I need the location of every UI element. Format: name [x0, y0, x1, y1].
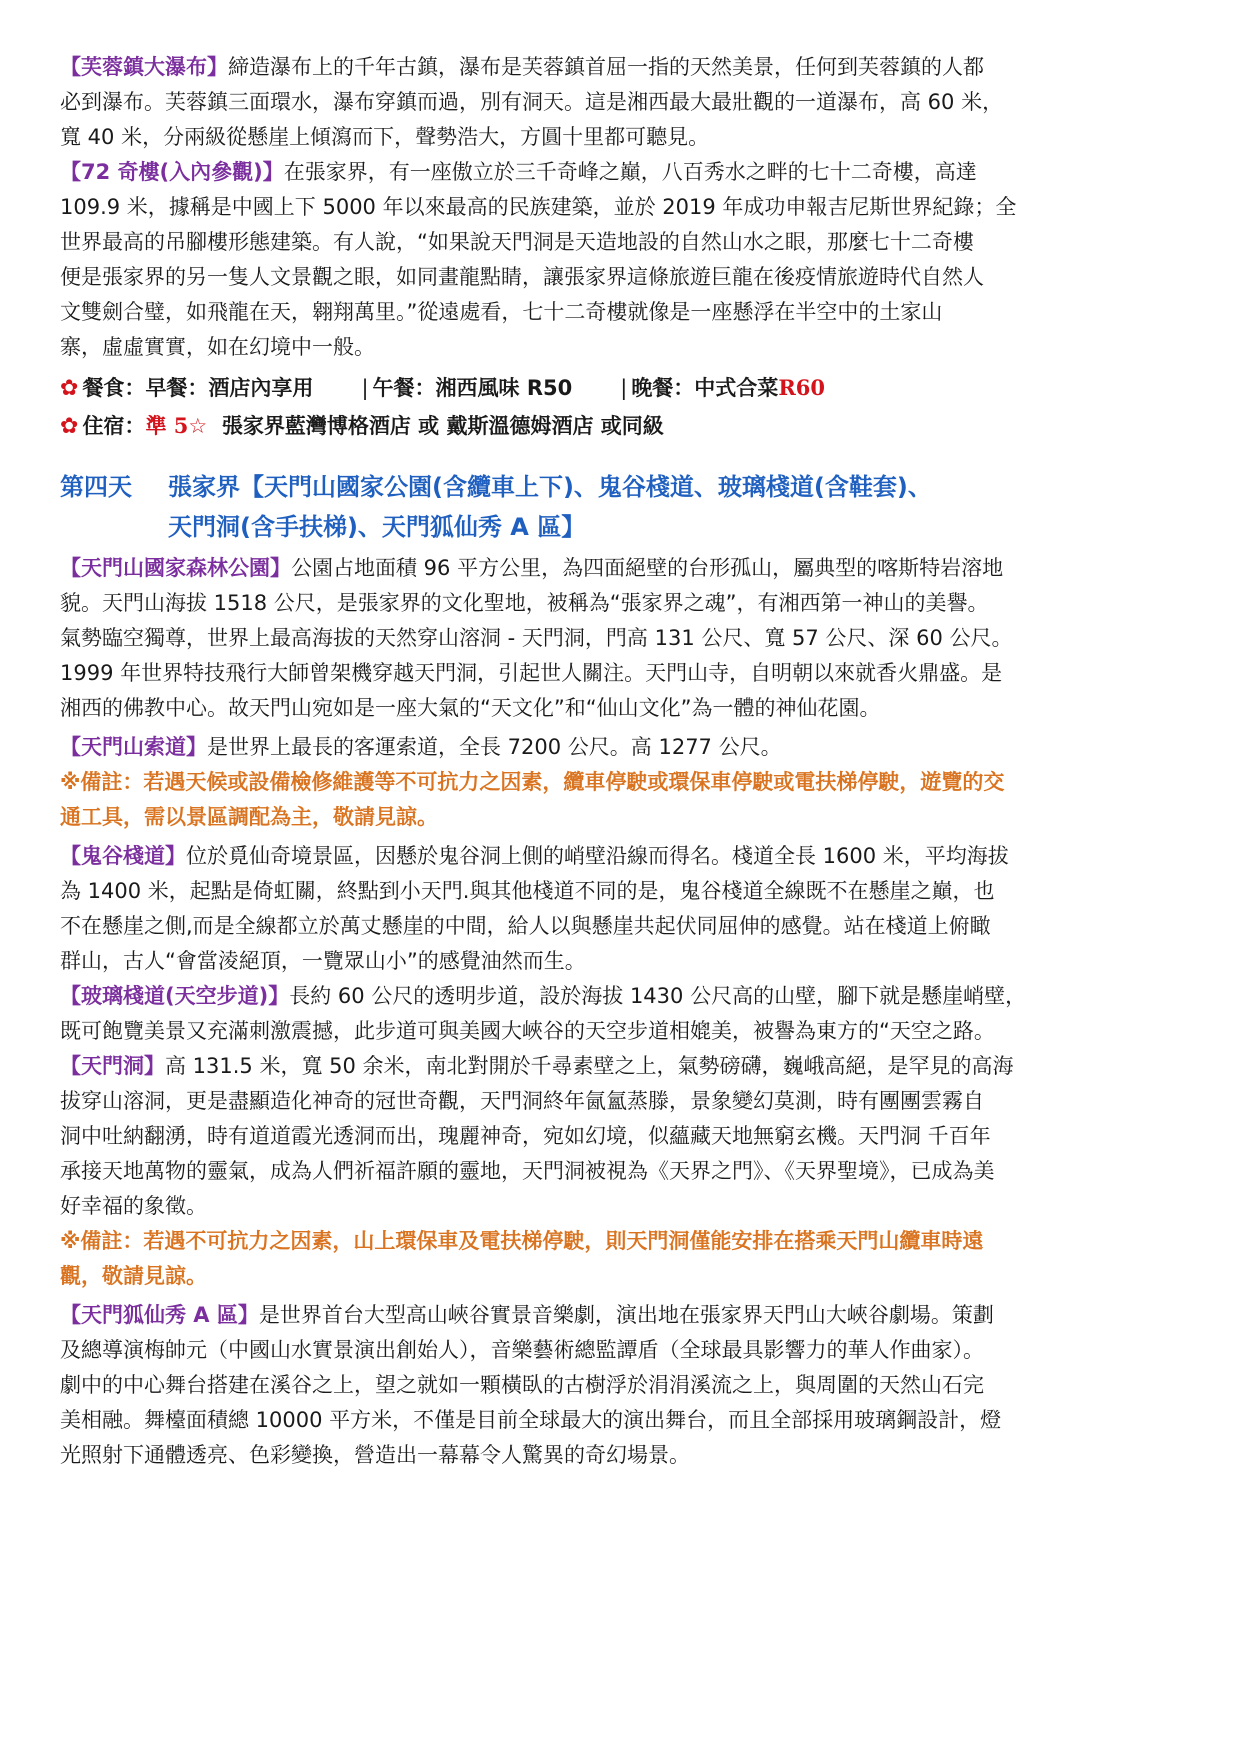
- qilou-line-4: 便是張家界的另一隻人文景觀之眼，如同畫龍點睛，讓張家界這條旅遊巨龍在後疫情旅遊時代自然人: [60, 265, 984, 289]
- meal-dinner: 晚餐：中式合菜: [631, 376, 779, 400]
- section-title: 【天門狐仙秀 A 區】: [60, 1303, 259, 1327]
- note-tianmen-cave: [60, 1224, 1190, 1294]
- cave-line-2: 拔穿山溶洞，更是盡顯造化神奇的冠世奇觀，天門洞終年氤氳蒸滕，景象變幻莫測，時有團團雲霧自: [60, 1089, 984, 1113]
- cave-line-5: 好幸福的象徵。: [60, 1194, 207, 1218]
- meal-breakfast: 早餐：酒店內享用: [145, 376, 314, 400]
- flower-icon: ✿: [60, 376, 79, 401]
- note-line-2: 觀，敬請見諒。: [60, 1264, 207, 1288]
- section-title: 【鬼谷棧道】: [60, 844, 186, 868]
- fox-line-4: 美相融。舞檯面積總 10000 平方米，不僅是目前全球最大的演出舞台，而且全部採用玻璃鋼設計，燈: [60, 1408, 1002, 1432]
- section-title: 【芙蓉鎮大瀑布】: [60, 55, 228, 79]
- note-line-1: ※備註：若遇不可抗力之因素，山上環保車及電扶梯停駛，則天門洞僅能安排在搭乘天門山纜車時遠: [60, 1229, 984, 1253]
- day-label: 第四天: [60, 473, 132, 501]
- meal-separator: |: [620, 376, 628, 400]
- day-heading-line-1: 張家界【天門山國家公園(含纜車上下)、鬼谷棧道、玻璃棧道(含鞋套)、: [168, 473, 932, 501]
- section-title: 【玻璃棧道(天空步道)】: [60, 984, 290, 1008]
- meal-dinner-price: R60: [778, 375, 825, 400]
- meal-lunch: 午餐：湘西風味 R50: [372, 376, 573, 400]
- glass-line-1: 【玻璃棧道(天空步道)】長約 60 公尺的透明步道，設於海拔 1430 公尺高的山壁，腳下就是懸崖峭壁，: [60, 984, 1027, 1008]
- furong-line-1: 【芙蓉鎮大瀑布】締造瀑布上的千年古鎮，瀑布是芙蓉鎮首屈一指的天然美景，任何到芙蓉鎮的人都: [60, 55, 984, 79]
- note-line-2: 通工具，需以景區調配為主，敬請見諒。: [60, 805, 438, 829]
- meals-row: [60, 369, 1190, 407]
- cave-line-1: 【天門洞】高 131.5 米，寬 50 余米，南北對開於千尋素壁之上，氣勢磅礴，巍峨高絕，是罕見的高海: [60, 1054, 1014, 1078]
- forest-line-5: 湘西的佛教中心。故天門山宛如是一座大氣的“天文化”和“仙山文化”為一體的神仙花園。: [60, 696, 881, 720]
- meal-separator: |: [361, 376, 369, 400]
- day-heading: [60, 467, 1190, 547]
- note-cableway: [60, 765, 1190, 835]
- section-title: 【天門山索道】: [60, 735, 207, 759]
- glass-line-2: 既可飽覽美景又充滿刺激震撼，此步道可與美國大峽谷的天空步道相媲美，被譽為東方的“天空之路。: [60, 1019, 995, 1043]
- qilou-line-6: 寨，虛虛實實，如在幻境中一般。: [60, 335, 375, 359]
- hotel-name: 張家界藍灣博格酒店 或 戴斯溫德姆酒店 或同級: [221, 414, 664, 438]
- fox-line-1: 【天門狐仙秀 A 區】是世界首台大型高山峽谷實景音樂劇，演出地在張家界天門山大峽谷劇場。策劃: [60, 1303, 994, 1327]
- section-72-qilou: [60, 155, 1190, 365]
- star-icon: ☆: [188, 414, 208, 438]
- guigu-line-2: 為 1400 米，起點是倚虹關，終點到小天門.與其他棧道不同的是，鬼谷棧道全線既不在懸崖之巔，也: [60, 879, 995, 903]
- fox-line-5: 光照射下通體透亮、色彩變換，營造出一幕幕令人驚異的奇幻場景。: [60, 1443, 690, 1467]
- document-page: [60, 50, 1190, 1473]
- hotel-level: 準 5: [145, 413, 189, 438]
- section-furong-waterfall: [60, 50, 1190, 155]
- furong-line-2: 必到瀑布。芙蓉鎮三面環水，瀑布穿鎮而過，別有洞天。這是湘西最大最壯觀的一道瀑布，高 60 米，: [60, 90, 1004, 114]
- forest-line-3: 氣勢臨空獨尊，世界上最高海拔的天然穿山溶洞 - 天門洞，門高 131 公尺、寬 57 公尺、深 60 公尺。: [60, 626, 1013, 650]
- section-tianmen-forest-park: [60, 551, 1190, 726]
- hotel-label: 住宿：: [82, 414, 146, 438]
- guigu-line-3: 不在懸崖之側,而是全線都立於萬丈懸崖的中間，給人以與懸崖共起伏同屈伸的感覺。站在棧道上俯瞰: [60, 914, 991, 938]
- note-line-1: ※備註：若遇天候或設備檢修維護等不可抗力之因素，纜車停駛或環保車停駛或電扶梯停駛，遊覽的交: [60, 770, 1005, 794]
- section-title: 【天門山國家森林公園】: [60, 556, 291, 580]
- section-tianmen-cave: [60, 1049, 1190, 1224]
- fox-line-3: 劇中的中心舞台搭建在溪谷之上，望之就如一顆橫臥的古樹浮於涓涓溪流之上，與周圍的天然山石完: [60, 1373, 984, 1397]
- section-title: 【72 奇樓(入內參觀)】: [60, 160, 284, 184]
- day-heading-line-2: 天門洞(含手扶梯)、天門狐仙秀 A 區】: [168, 513, 586, 541]
- fox-line-2: 及總導演梅帥元（中國山水實景演出創始人），音樂藝術總監譚盾（全球最具影響力的華人作曲家）。: [60, 1338, 984, 1362]
- furong-line-3: 寬 40 米，分兩級從懸崖上傾瀉而下，聲勢浩大，方圓十里都可聽見。: [60, 125, 710, 149]
- forest-line-2: 貌。天門山海拔 1518 公尺，是張家界的文化聖地，被稱為“張家界之魂”，有湘西第一神山的美譽。: [60, 591, 989, 615]
- guigu-line-1: 【鬼谷棧道】位於覓仙奇境景區，因懸於鬼谷洞上側的峭壁沿線而得名。棧道全長 1600 米，平均海拔: [60, 844, 1009, 868]
- flower-icon: ✿: [60, 414, 79, 439]
- section-cableway: 【天門山索道】是世界上最長的客運索道，全長 7200 公尺。高 1277 公尺。: [60, 735, 782, 759]
- section-guigu-plank-road: [60, 839, 1190, 979]
- forest-line-1: 【天門山國家森林公園】公園占地面積 96 平方公里，為四面絕壁的台形孤山，屬典型的喀斯特岩溶地: [60, 556, 1004, 580]
- qilou-line-3: 世界最高的吊腳樓形態建築。有人說，“如果說天門洞是天造地設的自然山水之眼，那麼七十二奇樓: [60, 230, 974, 254]
- forest-line-4: 1999 年世界特技飛行大師曾架機穿越天門洞，引起世人關注。天門山寺，自明朝以來就香火鼎盛。是: [60, 661, 1003, 685]
- cave-line-4: 承接天地萬物的靈氣，成為人們祈福許願的靈地，天門洞被視為《天界之門》、《天界聖境》，已成為美: [60, 1159, 995, 1183]
- qilou-line-1: 【72 奇樓(入內參觀)】在張家界，有一座傲立於三千奇峰之巔，八百秀水之畔的七十二奇樓，高達: [60, 160, 977, 184]
- section-glass-plank-road: [60, 979, 1190, 1049]
- qilou-line-5: 文雙劍合璧，如飛龍在天，翱翔萬里。”從遠處看，七十二奇樓就像是一座懸浮在半空中的土家山: [60, 300, 943, 324]
- hotel-row: [60, 407, 1190, 445]
- cave-line-3: 洞中吐納翻湧，時有道道霞光透洞而出，瑰麗神奇，宛如幻境，似蘊藏天地無窮玄機。天門洞 千百年: [60, 1124, 991, 1148]
- qilou-line-2: 109.9 米，據稱是中國上下 5000 年以來最高的民族建築，並於 2019 年成功申報吉尼斯世界紀錄；全: [60, 195, 1017, 219]
- section-title: 【天門洞】: [60, 1054, 165, 1078]
- section-fox-fairy-show: [60, 1298, 1190, 1473]
- meals-label: 餐食：: [82, 376, 146, 400]
- guigu-line-4: 群山，古人“會當淩絕頂，一覽眾山小”的感覺油然而生。: [60, 949, 586, 973]
